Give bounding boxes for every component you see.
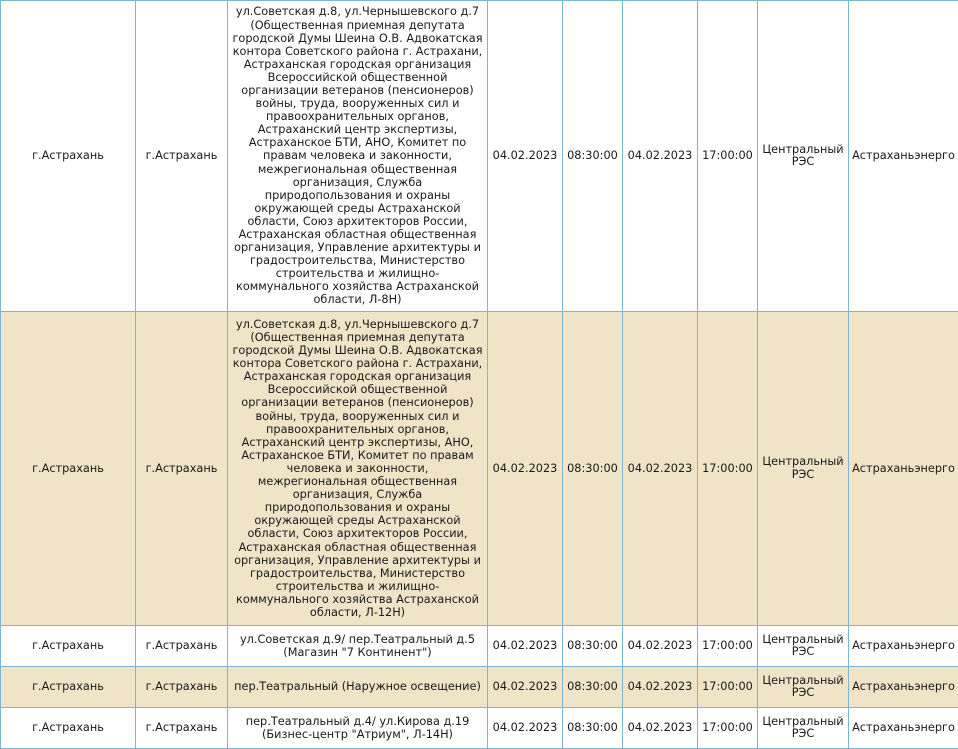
company-cell: Астраханьэнерго — [849, 1, 958, 312]
start-date-cell: 04.02.2023 — [488, 708, 563, 749]
address-cell: ул.Советская д.8, ул.Чернышевского д.7 (Общественная приемная депутата городской Думы Шеина О.В. Адвокатская контора Советского района г. Астрахани, Астраханская городская организация Всероссийской общественной организации ветеранов (пенсионеров) войны, труда, вооруженных сил и правоохранительных органов, Астраханский центр экспертизы, Астраханское БТИ, АНО, Комитет по правам человека и законности, межрегиональная общественная организация, Служба природопользования и охраны окружающей среды Астраханской области, Союз архитекторов России, Астраханская областная общественная организация, Управление архитектуры и градостроительства, Министерство строительства и жилищно-коммунального хозяйства Астраханской области, Л-8Н) — [228, 1, 488, 312]
city-cell: г.Астрахань — [1, 626, 136, 667]
start-time-cell: 08:30:00 — [563, 667, 623, 708]
end-date-cell: 04.02.2023 — [623, 667, 698, 708]
address-cell: ул.Советская д.8, ул.Чернышевского д.7 (Общественная приемная депутата городской Думы Шеина О.В. Адвокатская контора Советского района г. Астрахани, Астраханская городская организация Всероссийской общественной организации ветеранов (пенсионеров) войны, труда, вооруженных сил и правоохранительных органов, Астраханский центр экспертизы, АНО, Астраханское БТИ, Комитет по правам человека и законности, межрегиональная общественная организация, Служба природопользования и охраны окружающей среды Астраханской области, Союз архитекторов России, Астраханская областная общественная организация, Управление архитектуры и градостроительства, Министерство строительства и жилищно-коммунального хозяйства Астраханской области, Л-12Н) — [228, 312, 488, 626]
end-time-cell: 17:00:00 — [698, 626, 758, 667]
end-date-cell: 04.02.2023 — [623, 626, 698, 667]
table-row — [1, 312, 958, 626]
city-cell: г.Астрахань — [1, 667, 136, 708]
settlement-cell: г.Астрахань — [136, 1, 228, 312]
address-cell: пер.Театральный (Наружное освещение) — [228, 667, 488, 708]
res-cell: Центральный РЭС — [758, 312, 849, 626]
start-time-cell: 08:30:00 — [563, 1, 623, 312]
city-cell: г.Астрахань — [1, 312, 136, 626]
company-cell: Астраханьэнерго — [849, 626, 958, 667]
company-cell: Астраханьэнерго — [849, 708, 958, 749]
city-cell: г.Астрахань — [1, 1, 136, 312]
end-time-cell: 17:00:00 — [698, 312, 758, 626]
settlement-cell: г.Астрахань — [136, 708, 228, 749]
end-time-cell: 17:00:00 — [698, 1, 758, 312]
end-date-cell: 04.02.2023 — [623, 708, 698, 749]
start-date-cell: 04.02.2023 — [488, 1, 563, 312]
end-time-cell: 17:00:00 — [698, 667, 758, 708]
start-date-cell: 04.02.2023 — [488, 626, 563, 667]
company-cell: Астраханьэнерго — [849, 667, 958, 708]
table-row — [1, 626, 958, 667]
end-time-cell: 17:00:00 — [698, 708, 758, 749]
start-time-cell: 08:30:00 — [563, 708, 623, 749]
end-date-cell: 04.02.2023 — [623, 1, 698, 312]
res-cell: Центральный РЭС — [758, 708, 849, 749]
city-cell: г.Астрахань — [1, 708, 136, 749]
res-cell: Центральный РЭС — [758, 626, 849, 667]
start-time-cell: 08:30:00 — [563, 626, 623, 667]
start-date-cell: 04.02.2023 — [488, 667, 563, 708]
table-row — [1, 1, 958, 312]
table-row — [1, 667, 958, 708]
res-cell: Центральный РЭС — [758, 1, 849, 312]
settlement-cell: г.Астрахань — [136, 626, 228, 667]
res-cell: Центральный РЭС — [758, 667, 849, 708]
address-cell: ул.Советская д.9/ пер.Театральный д.5 (Магазин "7 Континент") — [228, 626, 488, 667]
start-date-cell: 04.02.2023 — [488, 312, 563, 626]
settlement-cell: г.Астрахань — [136, 667, 228, 708]
table-row — [1, 708, 958, 749]
end-date-cell: 04.02.2023 — [623, 312, 698, 626]
start-time-cell: 08:30:00 — [563, 312, 623, 626]
company-cell: Астраханьэнерго — [849, 312, 958, 626]
address-cell: пер.Театральный д.4/ ул.Кирова д.19 (Бизнес-центр "Атриум", Л-14Н) — [228, 708, 488, 749]
settlement-cell: г.Астрахань — [136, 312, 228, 626]
